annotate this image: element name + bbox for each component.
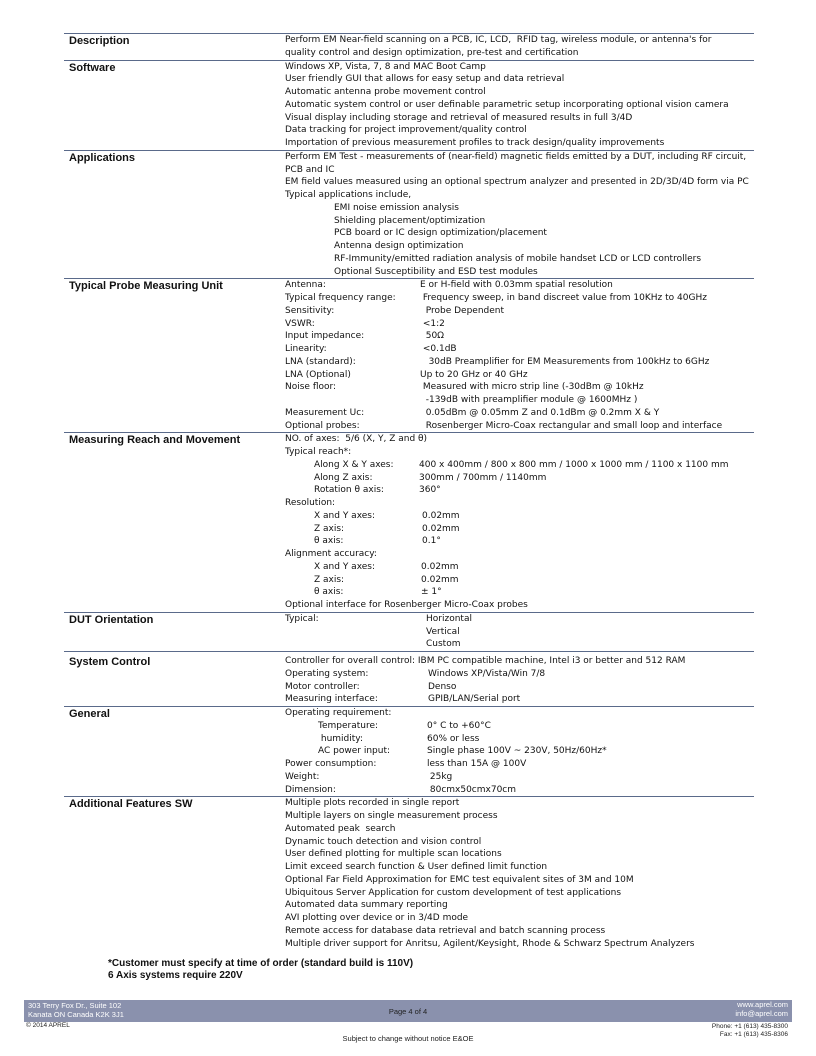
spec-label: Optional probes: [285, 420, 360, 431]
spec-row [285, 784, 754, 797]
text-line: Automatic antenna probe movement control [285, 87, 486, 97]
spec-value: Vertical [426, 626, 460, 637]
text-line: Remote access for database data retrieval and batch scanning process [285, 925, 606, 936]
spec-label: Z axis: [314, 574, 345, 585]
text-line: Optional Far Field Approximation for EMC test equivalent sites of 3M and 10M [285, 874, 634, 885]
spec-label: θ axis: [314, 536, 344, 547]
spec-value: 0.05dBm @ 0.05mm Z and 0.1dBm @ 0.2mm X & Y [420, 407, 660, 418]
text-line: NO. of axes: 5/6 (X, Y, Z and θ) [285, 434, 428, 445]
spec-row [285, 771, 754, 784]
spec-value: 360° [419, 485, 441, 496]
spec-row [285, 586, 754, 599]
text-line: Automated data summary reporting [285, 900, 448, 911]
footer-bar [24, 1000, 792, 1022]
spec-value: Up to 20 GHz or 40 GHz [420, 369, 528, 380]
text-line: Operating requirement: [285, 708, 392, 718]
spec-label: Antenna: [285, 280, 326, 291]
spec-label: Measurement Uc: [285, 407, 365, 418]
spec-label: Noise floor: [285, 382, 337, 393]
text-line: Dynamic touch detection and vision control [285, 836, 482, 847]
spec-row [285, 655, 754, 668]
list-item: Antenna design optimization [334, 241, 464, 251]
text-line: Typical reach*: [285, 447, 352, 457]
spec-value: <1:2 [420, 318, 445, 329]
text-line: Resolution: [285, 498, 336, 508]
spec-label: X and Y axes: [314, 561, 376, 572]
spec-table [64, 33, 754, 950]
spec-row [285, 681, 754, 694]
text-line: Visual display including storage and retrieval of measured results in full 3/4D [285, 112, 633, 123]
spec-label: Rotation θ axis: [314, 485, 384, 496]
spec-value: Frequency sweep, in band discreet value from 10KHz to 40GHz [420, 293, 707, 303]
spec-label: Dimension: [285, 784, 336, 795]
spec-value: 0.1° [422, 536, 441, 547]
section-general [64, 706, 754, 796]
text-line: Perform EM Test - measurements of (near-field) magnetic fields emitted by a DUT, including RF circuit, [285, 151, 747, 162]
text-line: User friendly GUI that allows for easy setup and data retrieval [285, 74, 565, 85]
footnote-line: 6 Axis systems require 220V [108, 970, 243, 981]
spec-label: Motor controller: [285, 681, 360, 692]
section-body [285, 34, 754, 60]
spec-row [285, 381, 754, 394]
text-line: EM field values measured using an optional spectrum analyzer and presented in 2D/3D/4D form via PC [285, 177, 749, 188]
spec-label: Along X & Y axes: [314, 459, 394, 470]
section-title: DUT Orientation [69, 613, 154, 626]
spec-label: Sensitivity: [285, 305, 335, 316]
spec-value: Measured with micro strip line (-30dBm @ 10kHz [420, 382, 644, 393]
text-line: Multiple plots recorded in single report [285, 798, 460, 809]
footnote-line: *Customer must specify at time of order (standard build is 110V) [108, 958, 414, 969]
spec-value: 400 x 400mm / 800 x 800 mm / 1000 x 1000 mm / 1100 x 1100 mm [419, 459, 729, 470]
spec-row [285, 407, 754, 420]
spec-label: Measuring interface: [285, 694, 378, 705]
spec-value: 0.02mm [422, 510, 460, 521]
text-line: Typical applications include, [285, 190, 412, 200]
section-body [285, 652, 754, 706]
spec-label: Along Z axis: [314, 472, 373, 483]
disclaimer: Subject to change without notice E&OE [342, 1034, 474, 1043]
spec-value: 0.02mm [421, 574, 459, 585]
spec-row [285, 561, 754, 574]
spec-value: less than 15A @ 100V [427, 759, 527, 769]
address-line: 303 Terry Fox Dr., Suite 102 [28, 1001, 122, 1010]
section-body [285, 707, 754, 796]
section-body [285, 797, 754, 950]
spec-row [285, 318, 754, 331]
section-body [285, 151, 754, 279]
spec-row [285, 369, 754, 382]
spec-value: 30dB Preamplifier for EM Measurements from 100kHz to 6GHz [420, 356, 710, 367]
section-control [64, 651, 754, 706]
spec-label: Typical: [285, 613, 319, 624]
spec-value: Horizontal [426, 613, 472, 624]
spec-value: ± 1° [421, 587, 442, 598]
section-title: Software [69, 61, 116, 74]
section-title: Description [69, 35, 130, 47]
spec-label: LNA (Optional) [285, 369, 351, 380]
section-probe [64, 278, 754, 432]
spec-value: 25kg [427, 771, 453, 782]
spec-row [285, 720, 754, 733]
spec-row [285, 394, 754, 407]
spec-label [285, 394, 420, 407]
spec-row [285, 758, 754, 771]
spec-row [285, 693, 754, 706]
text-line: Data tracking for project improvement/quality control [285, 125, 527, 136]
spec-row [285, 510, 754, 523]
text-line: User defined plotting for multiple scan locations [285, 849, 502, 860]
spec-row [285, 420, 754, 433]
spec-value: IBM PC compatible machine, Intel i3 or better and 512 RAM [415, 656, 686, 666]
text-line: Windows XP, Vista, 7, 8 and MAC Boot Camp [285, 61, 486, 72]
text-line: Optional interface for Rosenberger Micro-Coax probes [285, 600, 528, 610]
spec-label: Z axis: [314, 523, 345, 534]
section-title: Additional Features SW [69, 798, 193, 811]
spec-value: -139dB with preamplifier module @ 1600MHz ) [420, 395, 638, 405]
text-line: Automatic system control or user definable parametric setup incorporating optional vision camera [285, 99, 729, 110]
spec-label: Weight: [285, 771, 320, 782]
spec-value: 0° C to +60°C [427, 720, 491, 731]
spec-row [285, 305, 754, 318]
spec-row [285, 535, 754, 548]
text-line: Multiple layers on single measurement process [285, 811, 498, 821]
website-link[interactable]: www.aprel.com [737, 1000, 788, 1009]
spec-value: Custom [426, 639, 461, 650]
phone-number: Phone: +1 (613) 435-8300 [711, 1023, 788, 1030]
text-line: Perform EM Near-field scanning on a PCB, IC, LCD, RFID tag, wireless module, or antenna's for [285, 35, 712, 45]
spec-value: 60% or less [427, 733, 480, 744]
section-software [64, 60, 754, 150]
spec-label: Linearity: [285, 344, 327, 354]
text-line: Importation of previous measurement profiles to track design/quality improvements [285, 138, 665, 148]
text-line: quality control and design optimization, pre-test and certification [285, 47, 579, 58]
spec-row [285, 292, 754, 305]
spec-label: Operating system: [285, 668, 369, 679]
spec-row [285, 484, 754, 497]
footnote [108, 958, 413, 982]
spec-label: LNA (standard): [285, 356, 356, 367]
spec-label: AC power input: [318, 746, 391, 757]
section-title: System Control [69, 656, 151, 668]
spec-row [285, 523, 754, 536]
section-body [285, 433, 754, 612]
spec-value: 50Ω [420, 331, 445, 342]
text-line: AVI plotting over device or in 3/4D mode [285, 913, 469, 923]
spec-value: 300mm / 700mm / 1140mm [419, 472, 547, 483]
spec-label: θ axis: [314, 587, 344, 598]
section-applications [64, 150, 754, 279]
section-reach [64, 432, 754, 612]
section-title: Applications [69, 151, 136, 164]
list-item: PCB board or IC design optimization/placement [334, 228, 547, 239]
spec-value: Windows XP/Vista/Win 7/8 [428, 668, 546, 679]
spec-value: Single phase 100V ~ 230V, 50Hz/60Hz* [427, 746, 607, 757]
spec-row [285, 343, 754, 356]
spec-row [285, 472, 754, 485]
spec-row [285, 733, 754, 746]
spec-label: Input impedance: [285, 331, 365, 342]
text-line: Multiple driver support for Anritsu, Agilent/Keysight, Rhode & Schwarz Spectrum Analyzers [285, 938, 695, 949]
spec-label: Power consumption: [285, 759, 377, 769]
spec-row [285, 459, 754, 472]
spec-row [285, 613, 754, 626]
spec-row [285, 574, 754, 587]
spec-label: VSWR: [285, 318, 315, 329]
spec-row [285, 356, 754, 369]
text-line: Alignment accuracy: [285, 549, 377, 559]
spec-row [285, 668, 754, 681]
spec-value: 80cmx50cmx70cm [427, 784, 517, 795]
spec-label: X and Y axes: [314, 510, 376, 521]
address-line: Kanata ON Canada K2K 3J1 [28, 1009, 124, 1019]
spec-value: 0.02mm [421, 561, 459, 572]
footer-contact [735, 1001, 788, 1019]
copyright: © 2014 APREL [26, 1022, 70, 1029]
section-body [285, 61, 754, 150]
spec-row [285, 279, 754, 292]
list-item: EMI noise emission analysis [334, 202, 459, 213]
spec-value: Probe Dependent [420, 305, 505, 316]
spec-row [285, 330, 754, 343]
spec-value: <0.1dB [420, 344, 457, 354]
list-item: RF-Immunity/emitted radiation analysis of mobile handset LCD or LCD controllers [334, 253, 702, 264]
list-item: Shielding placement/optimization [334, 215, 486, 226]
email-link[interactable]: info@aprel.com [735, 1008, 788, 1018]
section-dut [64, 612, 754, 651]
page-number: Page 4 of 4 [388, 1007, 428, 1016]
spec-value: 0.02mm [422, 523, 460, 534]
section-features [64, 796, 754, 950]
spec-label: Controller for overall control: [285, 656, 416, 666]
text-line: Automated peak search [285, 823, 396, 834]
spec-value: GPIB/LAN/Serial port [428, 694, 521, 705]
section-body [285, 279, 754, 432]
text-line: Limit exceed search function & User defined limit function [285, 862, 548, 872]
section-title: Measuring Reach and Movement [69, 434, 241, 447]
section-body [285, 613, 754, 651]
section-title: General [69, 708, 110, 720]
section-title: Typical Probe Measuring Unit [69, 280, 223, 293]
list-item: Optional Susceptibility and ESD test modules [334, 266, 538, 277]
section-description [64, 33, 754, 60]
spec-row [285, 745, 754, 758]
spec-value: Rosenberger Micro-Coax rectangular and small loop and interface [420, 420, 723, 431]
spec-label: humidity: [318, 733, 363, 744]
spec-value: E or H-field with 0.03mm spatial resolution [420, 280, 613, 291]
spec-label: Typical frequency range: [285, 293, 396, 303]
spec-label: Temperature: [318, 720, 379, 731]
fax-number: Fax: +1 (613) 435-8306 [719, 1030, 788, 1038]
spec-value: Denso [428, 681, 457, 692]
text-line: Ubiquitous Server Application for custom development of test applications [285, 887, 622, 898]
text-line: PCB and IC [285, 164, 335, 175]
